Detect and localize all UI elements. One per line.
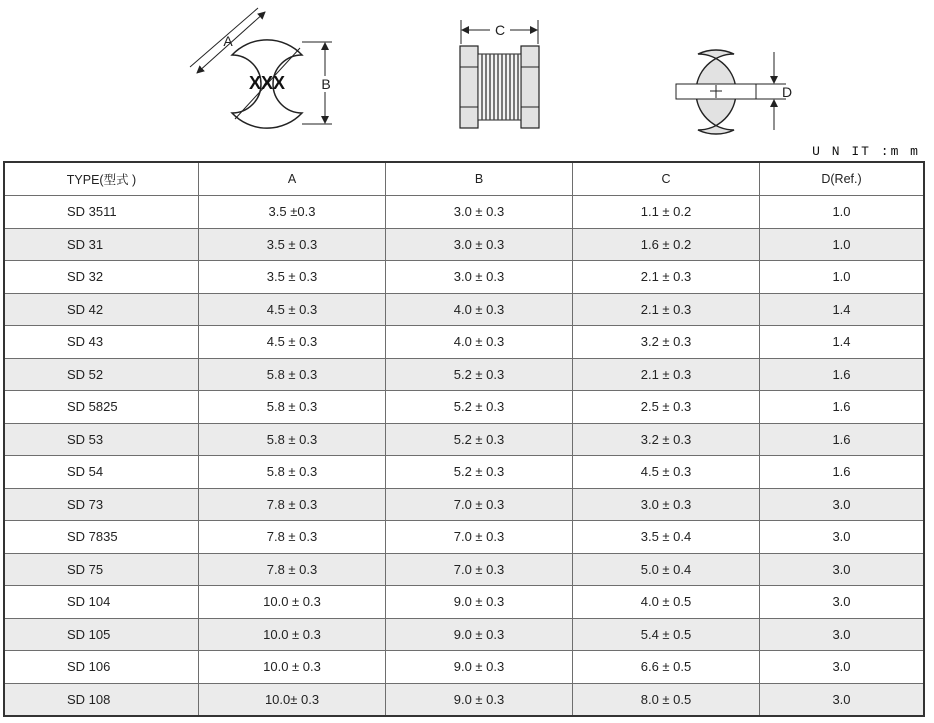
table-row [4,683,924,716]
cell-b: 4.0 ± 0.3 [386,326,573,359]
cell-a: 3.5 ± 0.3 [199,261,386,294]
cell-c: 3.0 ± 0.3 [573,488,760,521]
top-view-drawing [190,8,333,128]
side-view-drawing [460,20,539,128]
cell-b: 9.0 ± 0.3 [386,651,573,684]
cell-d: 1.6 [760,391,925,424]
cell-d: 3.0 [760,586,925,619]
cell-c: 6.6 ± 0.5 [573,651,760,684]
cell-c: 2.1 ± 0.3 [573,293,760,326]
cell-c: 5.0 ± 0.4 [573,553,760,586]
marking-text: XXX [248,73,286,93]
header-d: D(Ref.) [760,162,925,196]
cell-type: SD 108 [4,683,199,716]
cell-c: 2.1 ± 0.3 [573,261,760,294]
cell-d: 3.0 [760,553,925,586]
cell-a: 4.5 ± 0.3 [199,326,386,359]
cell-a: 10.0 ± 0.3 [199,618,386,651]
cell-d: 3.0 [760,521,925,554]
cell-c: 1.1 ± 0.2 [573,196,760,229]
cell-d: 3.0 [760,618,925,651]
cell-b: 7.0 ± 0.3 [386,553,573,586]
cell-b: 9.0 ± 0.3 [386,618,573,651]
cell-d: 1.0 [760,261,925,294]
header-type: TYPE(型式 ) [4,162,199,196]
header-b: B [386,162,573,196]
table-row [4,293,924,326]
table-row [4,196,924,229]
front-view-drawing [676,50,792,134]
cell-b: 3.0 ± 0.3 [386,261,573,294]
cell-type: SD 73 [4,488,199,521]
table-row [4,456,924,489]
table-row [4,423,924,456]
dimension-drawings [0,0,934,160]
table-row [4,488,924,521]
cell-type: SD 32 [4,261,199,294]
cell-d: 3.0 [760,651,925,684]
cell-type: SD 75 [4,553,199,586]
cell-type: SD 104 [4,586,199,619]
cell-b: 5.2 ± 0.3 [386,358,573,391]
dimension-table [3,161,925,717]
cell-c: 2.1 ± 0.3 [573,358,760,391]
cell-b: 3.0 ± 0.3 [386,196,573,229]
cell-d: 3.0 [760,488,925,521]
cell-a: 7.8 ± 0.3 [199,488,386,521]
table-row [4,618,924,651]
cell-d: 1.6 [760,423,925,456]
dimension-d-label: D [781,84,793,100]
cell-a: 5.8 ± 0.3 [199,423,386,456]
cell-a: 7.8 ± 0.3 [199,521,386,554]
table-row [4,391,924,424]
cell-type: SD 105 [4,618,199,651]
cell-type: SD 54 [4,456,199,489]
cell-c: 3.5 ± 0.4 [573,521,760,554]
dimension-b-label: B [321,76,331,92]
cell-c: 4.5 ± 0.3 [573,456,760,489]
table-row [4,521,924,554]
table-row [4,651,924,684]
cell-c: 1.6 ± 0.2 [573,228,760,261]
cell-b: 7.0 ± 0.3 [386,521,573,554]
table-row [4,326,924,359]
cell-a: 10.0 ± 0.3 [199,651,386,684]
cell-c: 3.2 ± 0.3 [573,326,760,359]
cell-a: 5.8 ± 0.3 [199,456,386,489]
cell-type: SD 43 [4,326,199,359]
cell-d: 1.0 [760,228,925,261]
cell-type: SD 106 [4,651,199,684]
cell-a: 3.5 ±0.3 [199,196,386,229]
cell-type: SD 52 [4,358,199,391]
cell-a: 5.8 ± 0.3 [199,358,386,391]
cell-b: 5.2 ± 0.3 [386,391,573,424]
cell-b: 5.2 ± 0.3 [386,456,573,489]
cell-a: 3.5 ± 0.3 [199,228,386,261]
cell-a: 10.0± 0.3 [199,683,386,716]
cell-d: 1.6 [760,456,925,489]
cell-type: SD 31 [4,228,199,261]
cell-type: SD 53 [4,423,199,456]
cell-d: 1.0 [760,196,925,229]
table-row [4,358,924,391]
cell-c: 4.0 ± 0.5 [573,586,760,619]
cell-type: SD 7835 [4,521,199,554]
cell-c: 8.0 ± 0.5 [573,683,760,716]
cell-type: SD 5825 [4,391,199,424]
dimension-a-label: A [223,33,233,49]
cell-d: 3.0 [760,683,925,716]
unit-note: U N IT :m m [812,144,920,159]
cell-type: SD 3511 [4,196,199,229]
cell-a: 4.5 ± 0.3 [199,293,386,326]
table-header-row [4,162,924,196]
cell-b: 9.0 ± 0.3 [386,683,573,716]
cell-a: 7.8 ± 0.3 [199,553,386,586]
cell-b: 5.2 ± 0.3 [386,423,573,456]
cell-c: 5.4 ± 0.5 [573,618,760,651]
table-row [4,586,924,619]
cell-b: 9.0 ± 0.3 [386,586,573,619]
table-row [4,228,924,261]
dimension-c-label: C [494,22,506,38]
cell-b: 3.0 ± 0.3 [386,228,573,261]
cell-d: 1.4 [760,293,925,326]
cell-c: 2.5 ± 0.3 [573,391,760,424]
header-a: A [199,162,386,196]
cell-a: 5.8 ± 0.3 [199,391,386,424]
cell-type: SD 42 [4,293,199,326]
table-row [4,261,924,294]
cell-c: 3.2 ± 0.3 [573,423,760,456]
cell-b: 4.0 ± 0.3 [386,293,573,326]
cell-d: 1.4 [760,326,925,359]
cell-a: 10.0 ± 0.3 [199,586,386,619]
cell-d: 1.6 [760,358,925,391]
table-row [4,553,924,586]
cell-b: 7.0 ± 0.3 [386,488,573,521]
header-c: C [573,162,760,196]
